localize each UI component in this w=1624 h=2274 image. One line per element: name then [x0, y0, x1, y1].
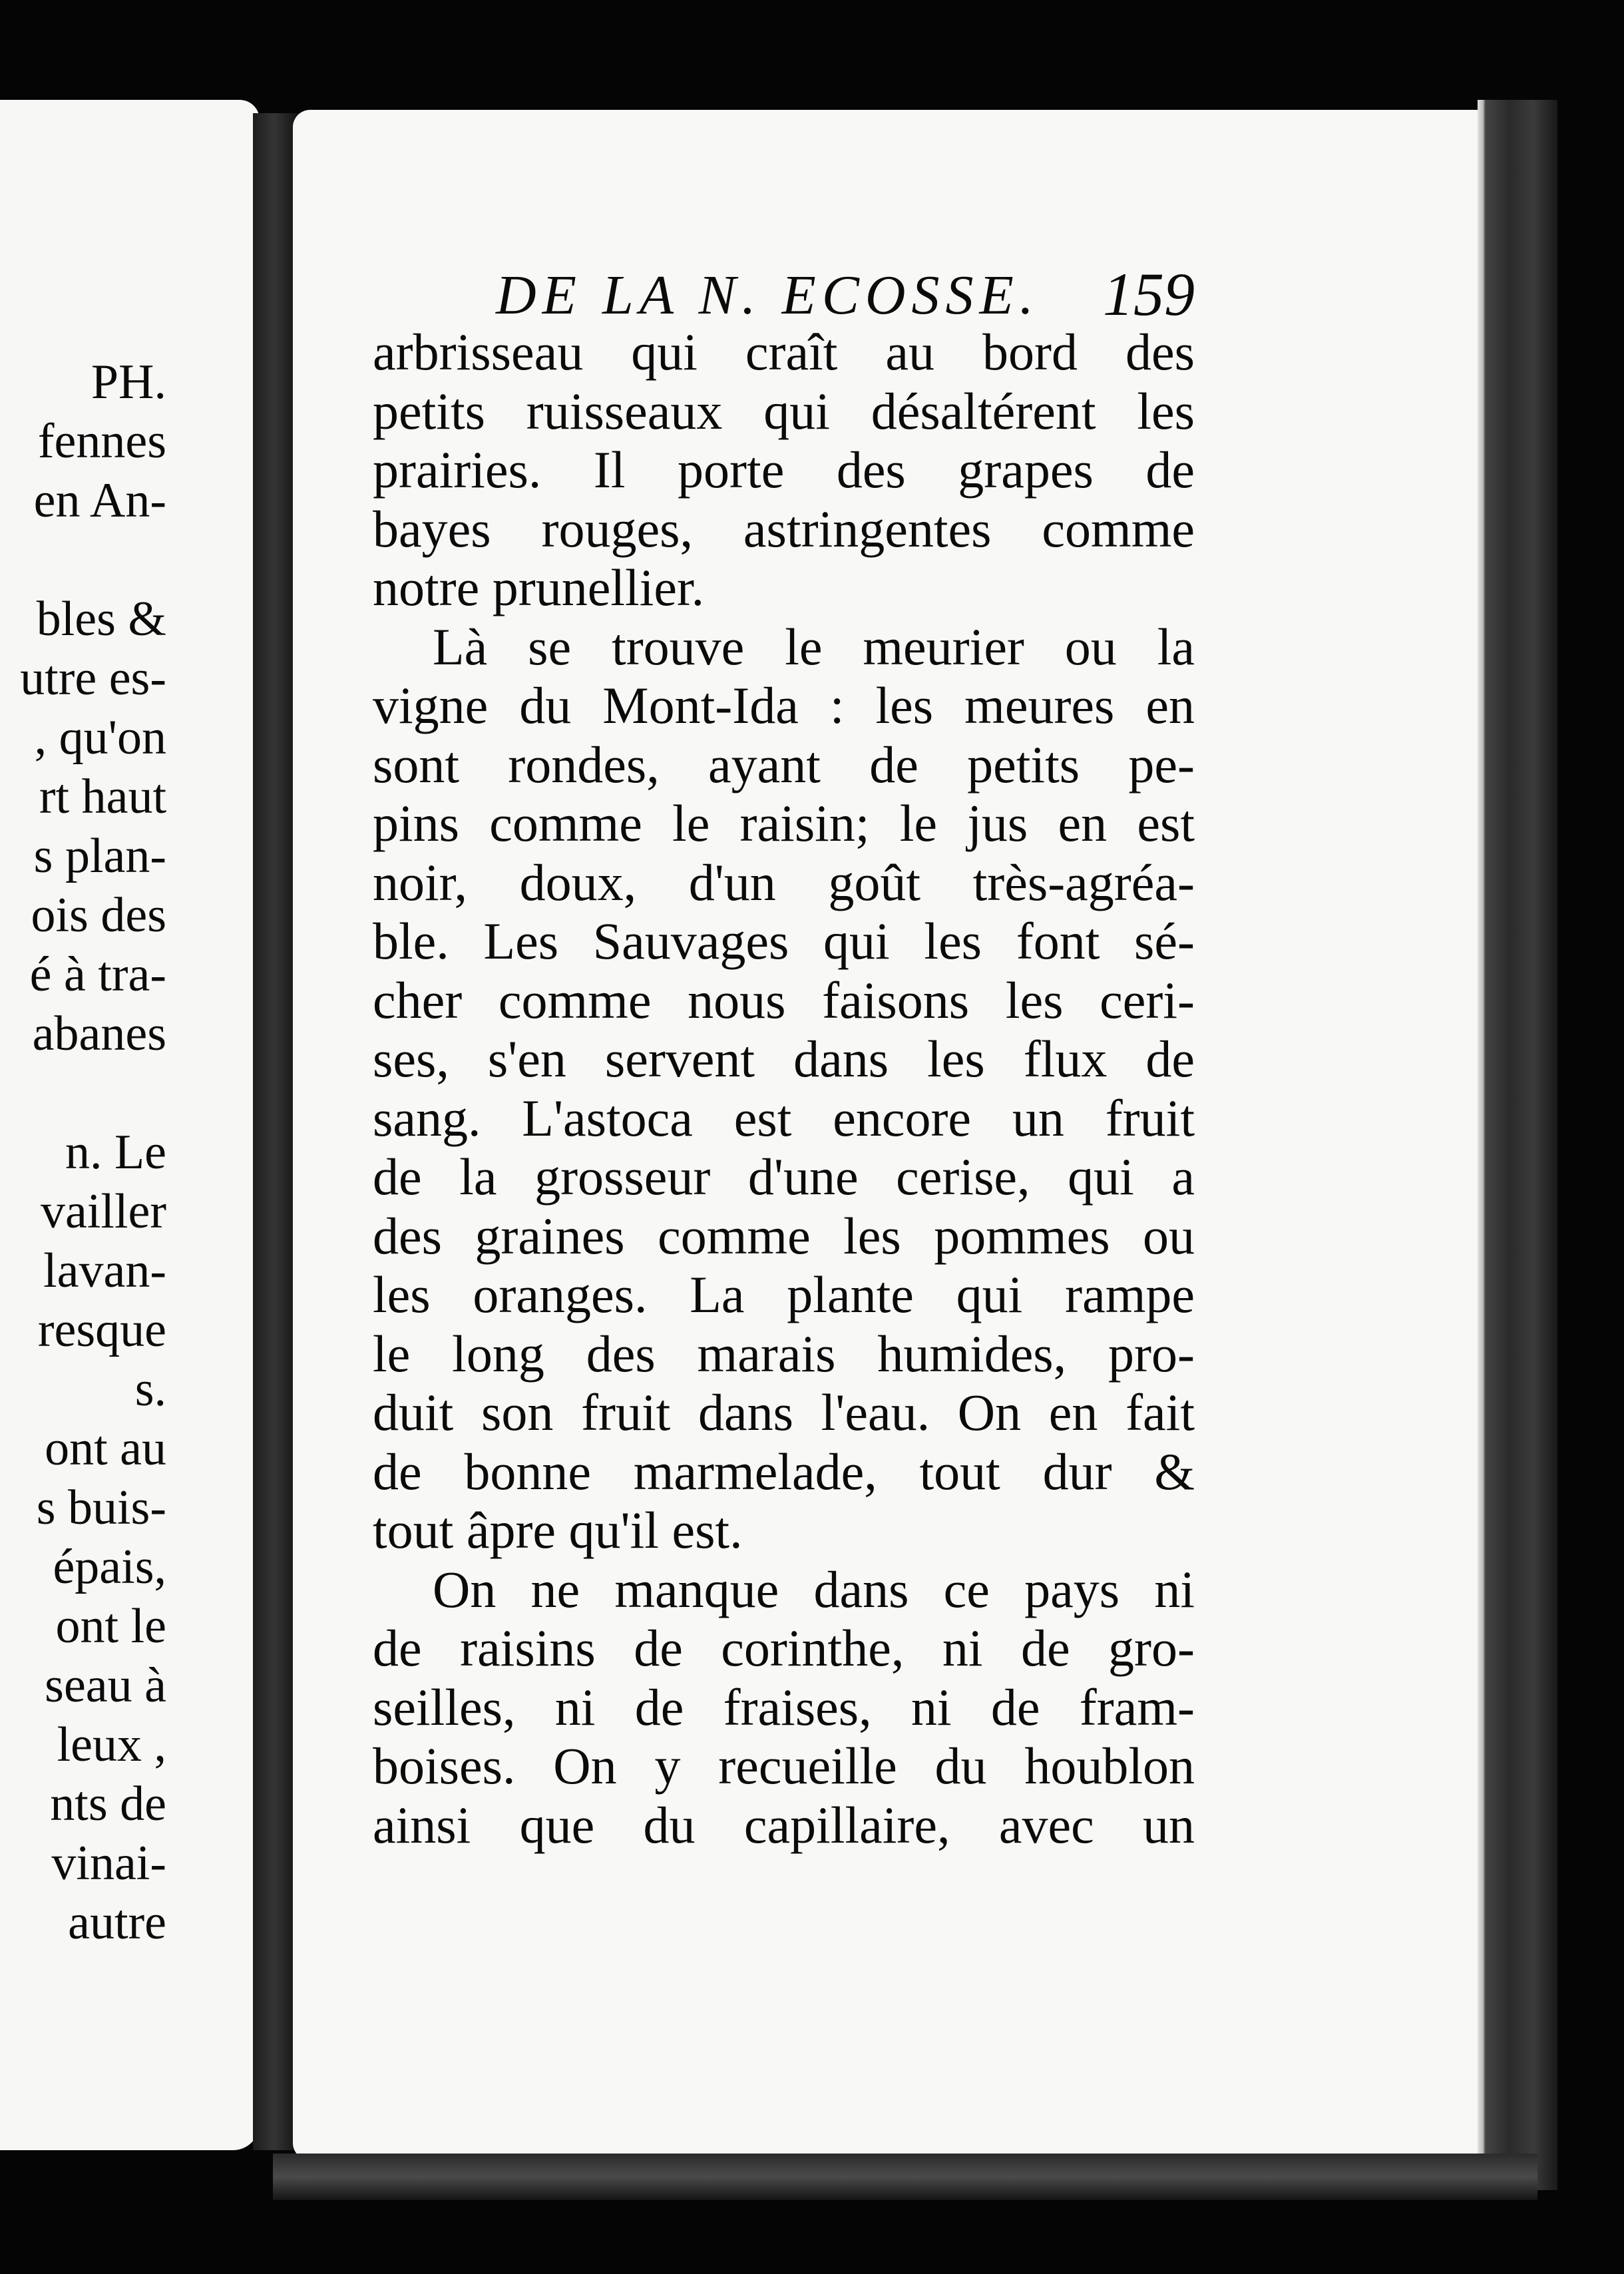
left-line: , qu'on: [34, 710, 166, 765]
text-line: de bonne marmelade, tout dur &: [373, 1442, 1195, 1500]
left-line: n. Le: [65, 1125, 166, 1180]
bottom-page-edge: [273, 2154, 1537, 2200]
running-head: DE LA N. ECOSSE.: [496, 264, 1040, 326]
left-line: s buis-: [36, 1480, 166, 1535]
left-line: utre es-: [20, 651, 166, 706]
left-line: ont au: [45, 1421, 166, 1476]
text-line: vigne du Mont-Ida : les meures en: [373, 676, 1195, 734]
left-page: [0, 100, 260, 2150]
left-line: [0, 1064, 166, 1123]
left-line: é à tra-: [29, 947, 166, 1002]
text-line: duit son fruit dans l'eau. On en fait: [373, 1383, 1195, 1441]
left-line: ois des: [31, 888, 166, 943]
left-line: rt haut: [39, 770, 166, 824]
left-line: fennes: [37, 414, 166, 469]
left-line: leux ,: [57, 1717, 166, 1772]
text-line: des graines comme les pommes ou: [373, 1206, 1195, 1265]
left-line: autre: [68, 1895, 166, 1950]
text-line: seilles, ni de fraises, ni de fram-: [373, 1678, 1195, 1736]
text-line: notre prunellier.: [373, 559, 705, 616]
left-line: en An-: [33, 473, 166, 528]
left-line: s plan-: [33, 829, 166, 883]
text-line: On ne manque dans ce pays ni: [433, 1560, 1195, 1618]
text-line: prairies. Il porte des grapes de: [373, 441, 1195, 499]
left-line: s.: [134, 1362, 166, 1417]
text-line: sang. L'astoca est encore un fruit: [373, 1088, 1195, 1147]
page-edge: [1478, 100, 1557, 2190]
text-line: de la grosseur d'une cerise, qui a: [373, 1148, 1195, 1206]
left-line: bles &: [36, 592, 166, 646]
page-number: 159: [1103, 260, 1195, 328]
text-line: pins comme le raisin; le jus en est: [373, 794, 1195, 852]
text-line: les oranges. La plante qui rampe: [373, 1265, 1195, 1323]
text-line: boises. On y recueille du houblon: [373, 1737, 1195, 1795]
text-line: cher comme nous faisons les ceri-: [373, 971, 1195, 1029]
left-line: vailler: [40, 1184, 166, 1239]
text-line: petits ruisseaux qui désaltérent les: [373, 381, 1195, 440]
left-line: épais,: [53, 1540, 166, 1594]
text-line: le long des marais humides, pro-: [373, 1324, 1195, 1383]
text-line: sont rondes, ayant de petits pe-: [373, 735, 1195, 794]
left-line: PH.: [91, 355, 166, 409]
page-header: [496, 260, 1195, 328]
text-line: arbrisseau qui craît au bord des: [373, 323, 1195, 381]
text-line: ble. Les Sauvages qui les font sé-: [373, 912, 1195, 970]
left-line: lavan-: [43, 1244, 166, 1298]
body-text: [373, 323, 1195, 1855]
left-line: nts de: [50, 1777, 166, 1831]
text-line: noir, doux, d'un goût très-agréa-: [373, 853, 1195, 911]
left-line: resque: [37, 1303, 166, 1357]
text-line: ainsi que du capillaire, avec un: [373, 1795, 1195, 1854]
text-line: ses, s'en servent dans les flux de: [373, 1030, 1195, 1088]
left-line: [0, 531, 166, 590]
left-line: vinai-: [51, 1836, 166, 1891]
text-line: Là se trouve le meurier ou la: [433, 617, 1195, 676]
left-line: abanes: [32, 1007, 166, 1061]
left-line: ont le: [55, 1599, 166, 1654]
text-line: bayes rouges, astringentes comme: [373, 499, 1195, 558]
text-line: tout âpre qu'il est.: [373, 1501, 743, 1559]
left-page-text: [0, 353, 166, 1952]
text-line: de raisins de corinthe, ni de gro-: [373, 1619, 1195, 1677]
left-line: seau à: [45, 1658, 166, 1713]
